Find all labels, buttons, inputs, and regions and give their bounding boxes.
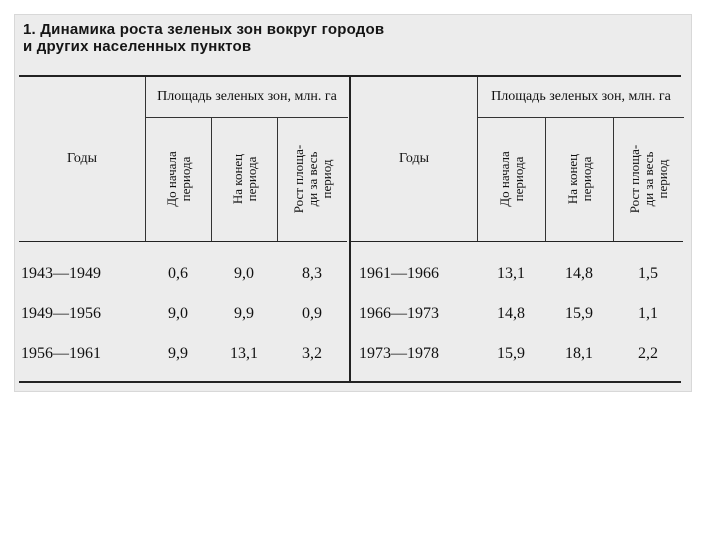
end-cell: 9,9 — [234, 305, 254, 322]
end-cell: 13,1 — [230, 345, 258, 362]
end-cell: 9,0 — [234, 265, 254, 282]
table-row — [351, 257, 683, 291]
years-header: Годы — [67, 151, 97, 166]
table-title — [23, 21, 384, 55]
table-left-half — [19, 77, 347, 381]
col-header-growth: Рост площа- ди за весь период — [613, 117, 684, 241]
growth-cell: 0,9 — [302, 305, 322, 322]
table-right-half — [349, 77, 683, 381]
col-header-end: На конец периода — [545, 117, 614, 241]
start-cell: 14,8 — [497, 305, 525, 322]
start-cell: 9,9 — [168, 345, 188, 362]
start-cell: 0,6 — [168, 265, 188, 282]
growth-cell: 1,1 — [638, 305, 658, 322]
table-row — [19, 257, 347, 291]
title-line-1: 1. Динамика роста зеленых зон вокруг городов — [23, 21, 385, 38]
years-header: Годы — [399, 151, 429, 166]
years-cell: 1973—1978 — [359, 345, 439, 362]
green-zones-table — [19, 75, 681, 383]
header-rule — [19, 241, 347, 242]
scanned-page — [14, 14, 692, 392]
start-cell: 15,9 — [497, 345, 525, 362]
growth-cell: 2,2 — [638, 345, 658, 362]
years-cell: 1966—1973 — [359, 305, 439, 322]
end-cell: 15,9 — [565, 305, 593, 322]
years-cell: 1961—1966 — [359, 265, 439, 282]
end-cell: 18,1 — [565, 345, 593, 362]
area-header: Площадь зеленых зон, млн. га — [477, 77, 684, 118]
growth-cell: 1,5 — [638, 265, 658, 282]
start-cell: 13,1 — [497, 265, 525, 282]
years-cell: 1943—1949 — [21, 265, 101, 282]
growth-cell: 8,3 — [302, 265, 322, 282]
years-cell: 1949—1956 — [21, 305, 101, 322]
years-cell: 1956—1961 — [21, 345, 101, 362]
header-rule — [351, 241, 683, 242]
title-line-2: и других населенных пунктов — [23, 38, 252, 55]
area-header: Площадь зеленых зон, млн. га — [145, 77, 348, 118]
growth-cell: 3,2 — [302, 345, 322, 362]
col-header-start: До начала периода — [477, 117, 546, 241]
end-cell: 14,8 — [565, 265, 593, 282]
table-row — [351, 337, 683, 371]
table-row — [19, 337, 347, 371]
table-row — [351, 297, 683, 331]
start-cell: 9,0 — [168, 305, 188, 322]
col-header-growth: Рост площа- ди за весь период — [277, 117, 348, 241]
col-header-end: На конец периода — [211, 117, 278, 241]
table-row — [19, 297, 347, 331]
col-header-start: До начала периода — [145, 117, 212, 241]
